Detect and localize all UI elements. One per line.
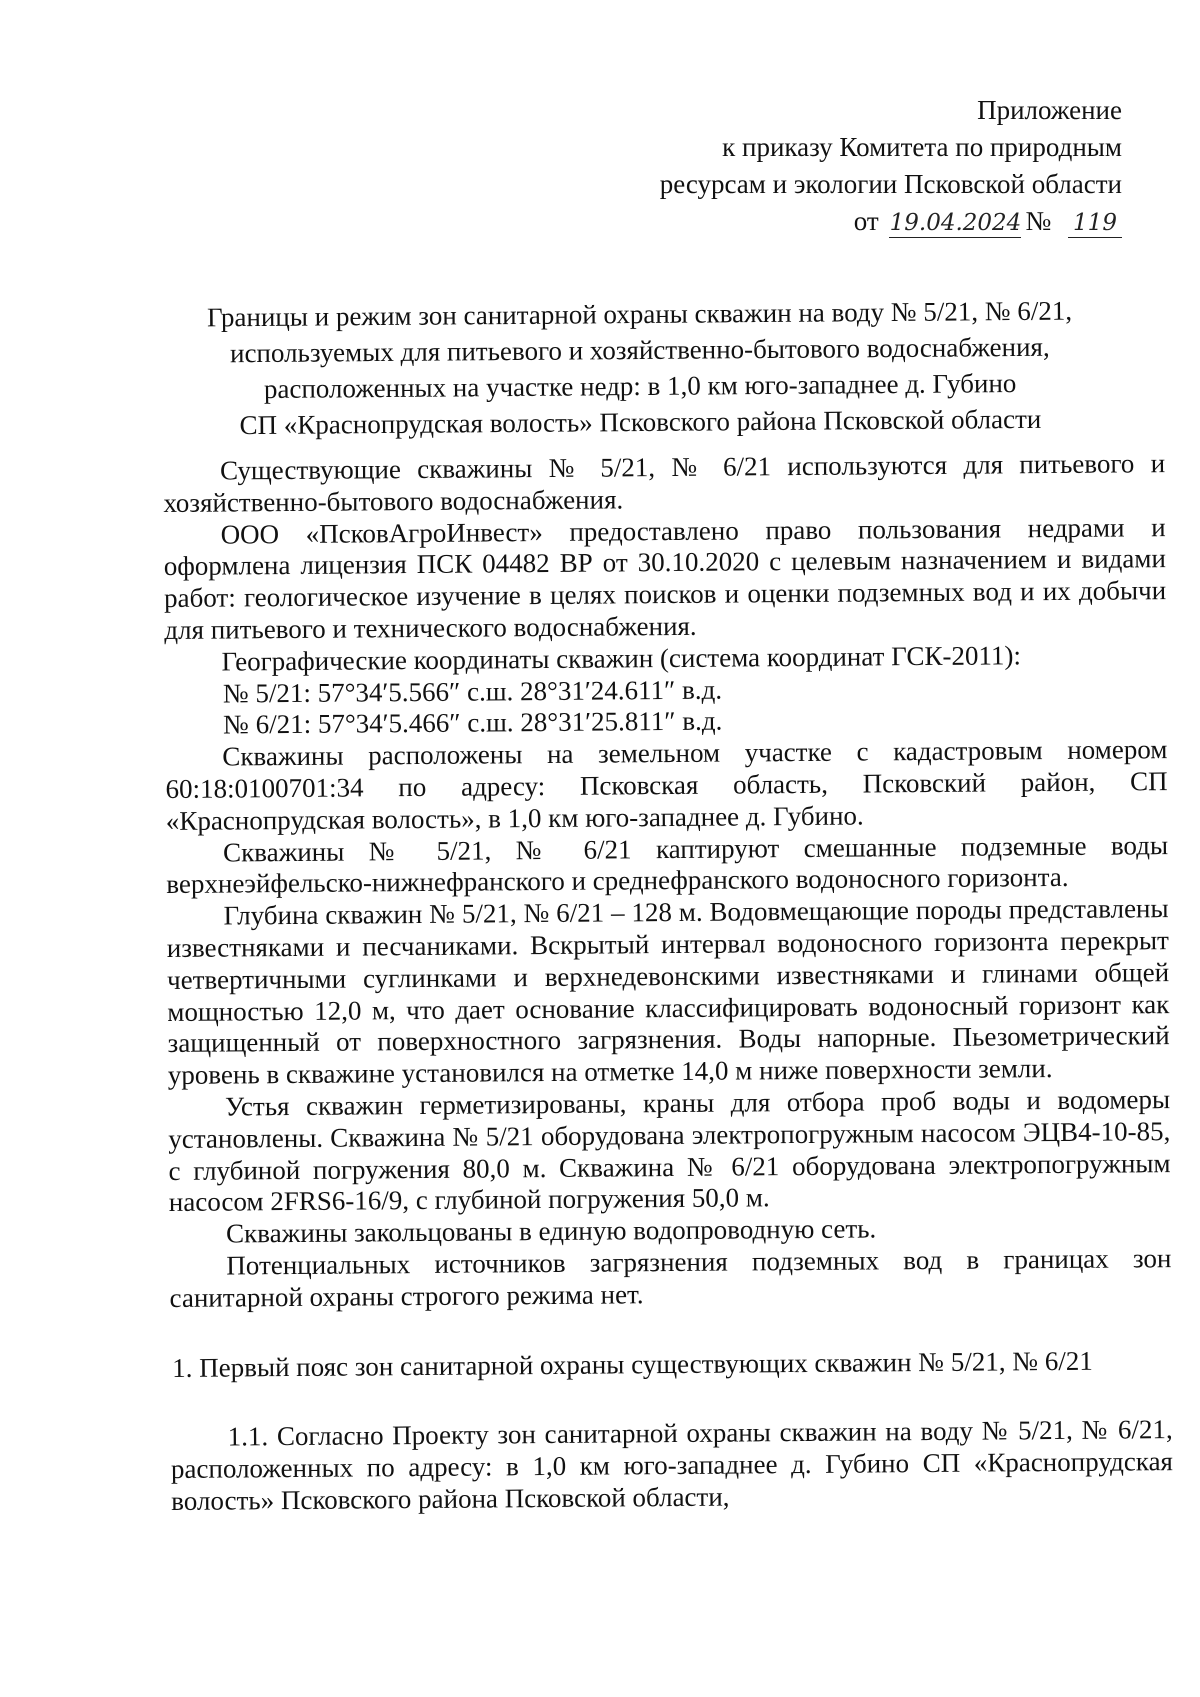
handwritten-date: 19.04.2024	[889, 210, 1022, 236]
document-body	[163, 448, 1173, 1518]
annex-header	[660, 92, 1122, 240]
paragraph-1-1: 1.1. Согласно Проекту зон санитарной охраны скважин на воду № 5/21, № 6/21, расположенных по адресу: в 1,0 км юго-западнее д. Губино СП «Краснопрудская волость» Псковского района Псковской области,	[170, 1414, 1174, 1516]
paragraph-depth: Глубина скважин № 5/21, № 6/21 – 128 м. Водовмещающие породы представлены известняками и песчаниками. Вскрытый интервал водоносного горизонта перекрыт четвертичными суглинками и верхнедевонскими известняками и глинами общей мощностью 12,0 м, что дает основание классифицировать водоносный горизонт как защищенный от поверхностного загрязнения. Воды напорные. Пьезометрический уровень в скважине установился на отметке 14,0 м ниже поверхности земли.	[166, 893, 1170, 1091]
paragraph-network: Скважины закольцованы в единую водопроводную сеть.	[225, 1213, 877, 1249]
paragraph-aquifer: Скважины № 5/21, № 6/21 каптируют смешанные подземные воды верхнеэйфельско-нижнефранского и среднефранского водоносного горизонта.	[166, 829, 1169, 900]
paragraph-land-plot: Скважины расположены на земельном участке с кадастровым номером 60:18:0100701:34 по адресу: Псковская область, Псковский район, СП «Краснопрудская волость», в 1,0 км юго-западнее д. Губино.	[165, 734, 1168, 836]
annex-committee-line: ресурсам и экологии Псковской области	[659, 169, 1122, 199]
annex-order-line: к приказу Комитета по природным	[722, 132, 1122, 162]
paragraph-existing-wells: Существующие скважины № 5/21, № 6/21 используются для питьевого и хозяйственно-бытового водоснабжения.	[163, 448, 1166, 518]
annex-date-number-line	[854, 203, 1122, 240]
paragraph-equipment: Устья скважин герметизированы, краны для отбора проб воды и водомеры установлены. Скважина № 5/21 оборудована электропогружным насосом ЭЦВ4-10-85, с глубиной погружения 80,0 м. Скважина № 6/21 оборудована электропогружным насосом 2FRS6-16/9, с глубиной погружения 50,0 м.	[168, 1084, 1171, 1218]
number-sign: №	[1025, 206, 1052, 236]
document-title	[159, 292, 1120, 444]
coordinates-well-6-21: № 6/21: 57°34′5.466″ с.ш. 28°31′25.811″ в.д.	[222, 705, 723, 740]
annex-title: Приложение	[977, 95, 1122, 125]
coordinates-well-5-21: № 5/21: 57°34′5.566″ с.ш. 28°31′24.611″ в.д.	[222, 674, 723, 709]
handwritten-number: 119	[1068, 209, 1122, 238]
paragraph-license: ООО «ПсковАгроИнвест» предоставлено право пользования недрами и оформлена лицензия ПСК 04482 ВР от 30.10.2020 с целевым назначением и видами работ: геологическое изучение в целях поисков и оценки подземных вод и их добычи для питьевого и технического водоснабжения.	[163, 511, 1167, 645]
title-line: Границы и режим зон санитарной охраны скважин на воду № 5/21, № 6/21,	[206, 295, 1073, 333]
paragraph-coordinates-intro: Географические координаты скважин (система координат ГСК-2011):	[221, 640, 1022, 677]
date-prefix: от	[853, 206, 879, 236]
title-line: используемых для питьевого и хозяйственно-бытового водоснабжения,	[229, 331, 1050, 369]
paragraph-pollution-sources: Потенциальных источников загрязнения подземных вод в границах зон санитарной охраны строгого режима нет.	[169, 1243, 1172, 1313]
title-line: расположенных на участке недр: в 1,0 км юго-западнее д. Губино	[263, 368, 1017, 404]
title-line: СП «Краснопрудская волость» Псковского района Псковской области	[239, 403, 1042, 441]
section-heading-first-belt: 1. Первый пояс зон санитарной охраны существующих скважин № 5/21, № 6/21	[172, 1345, 1093, 1383]
